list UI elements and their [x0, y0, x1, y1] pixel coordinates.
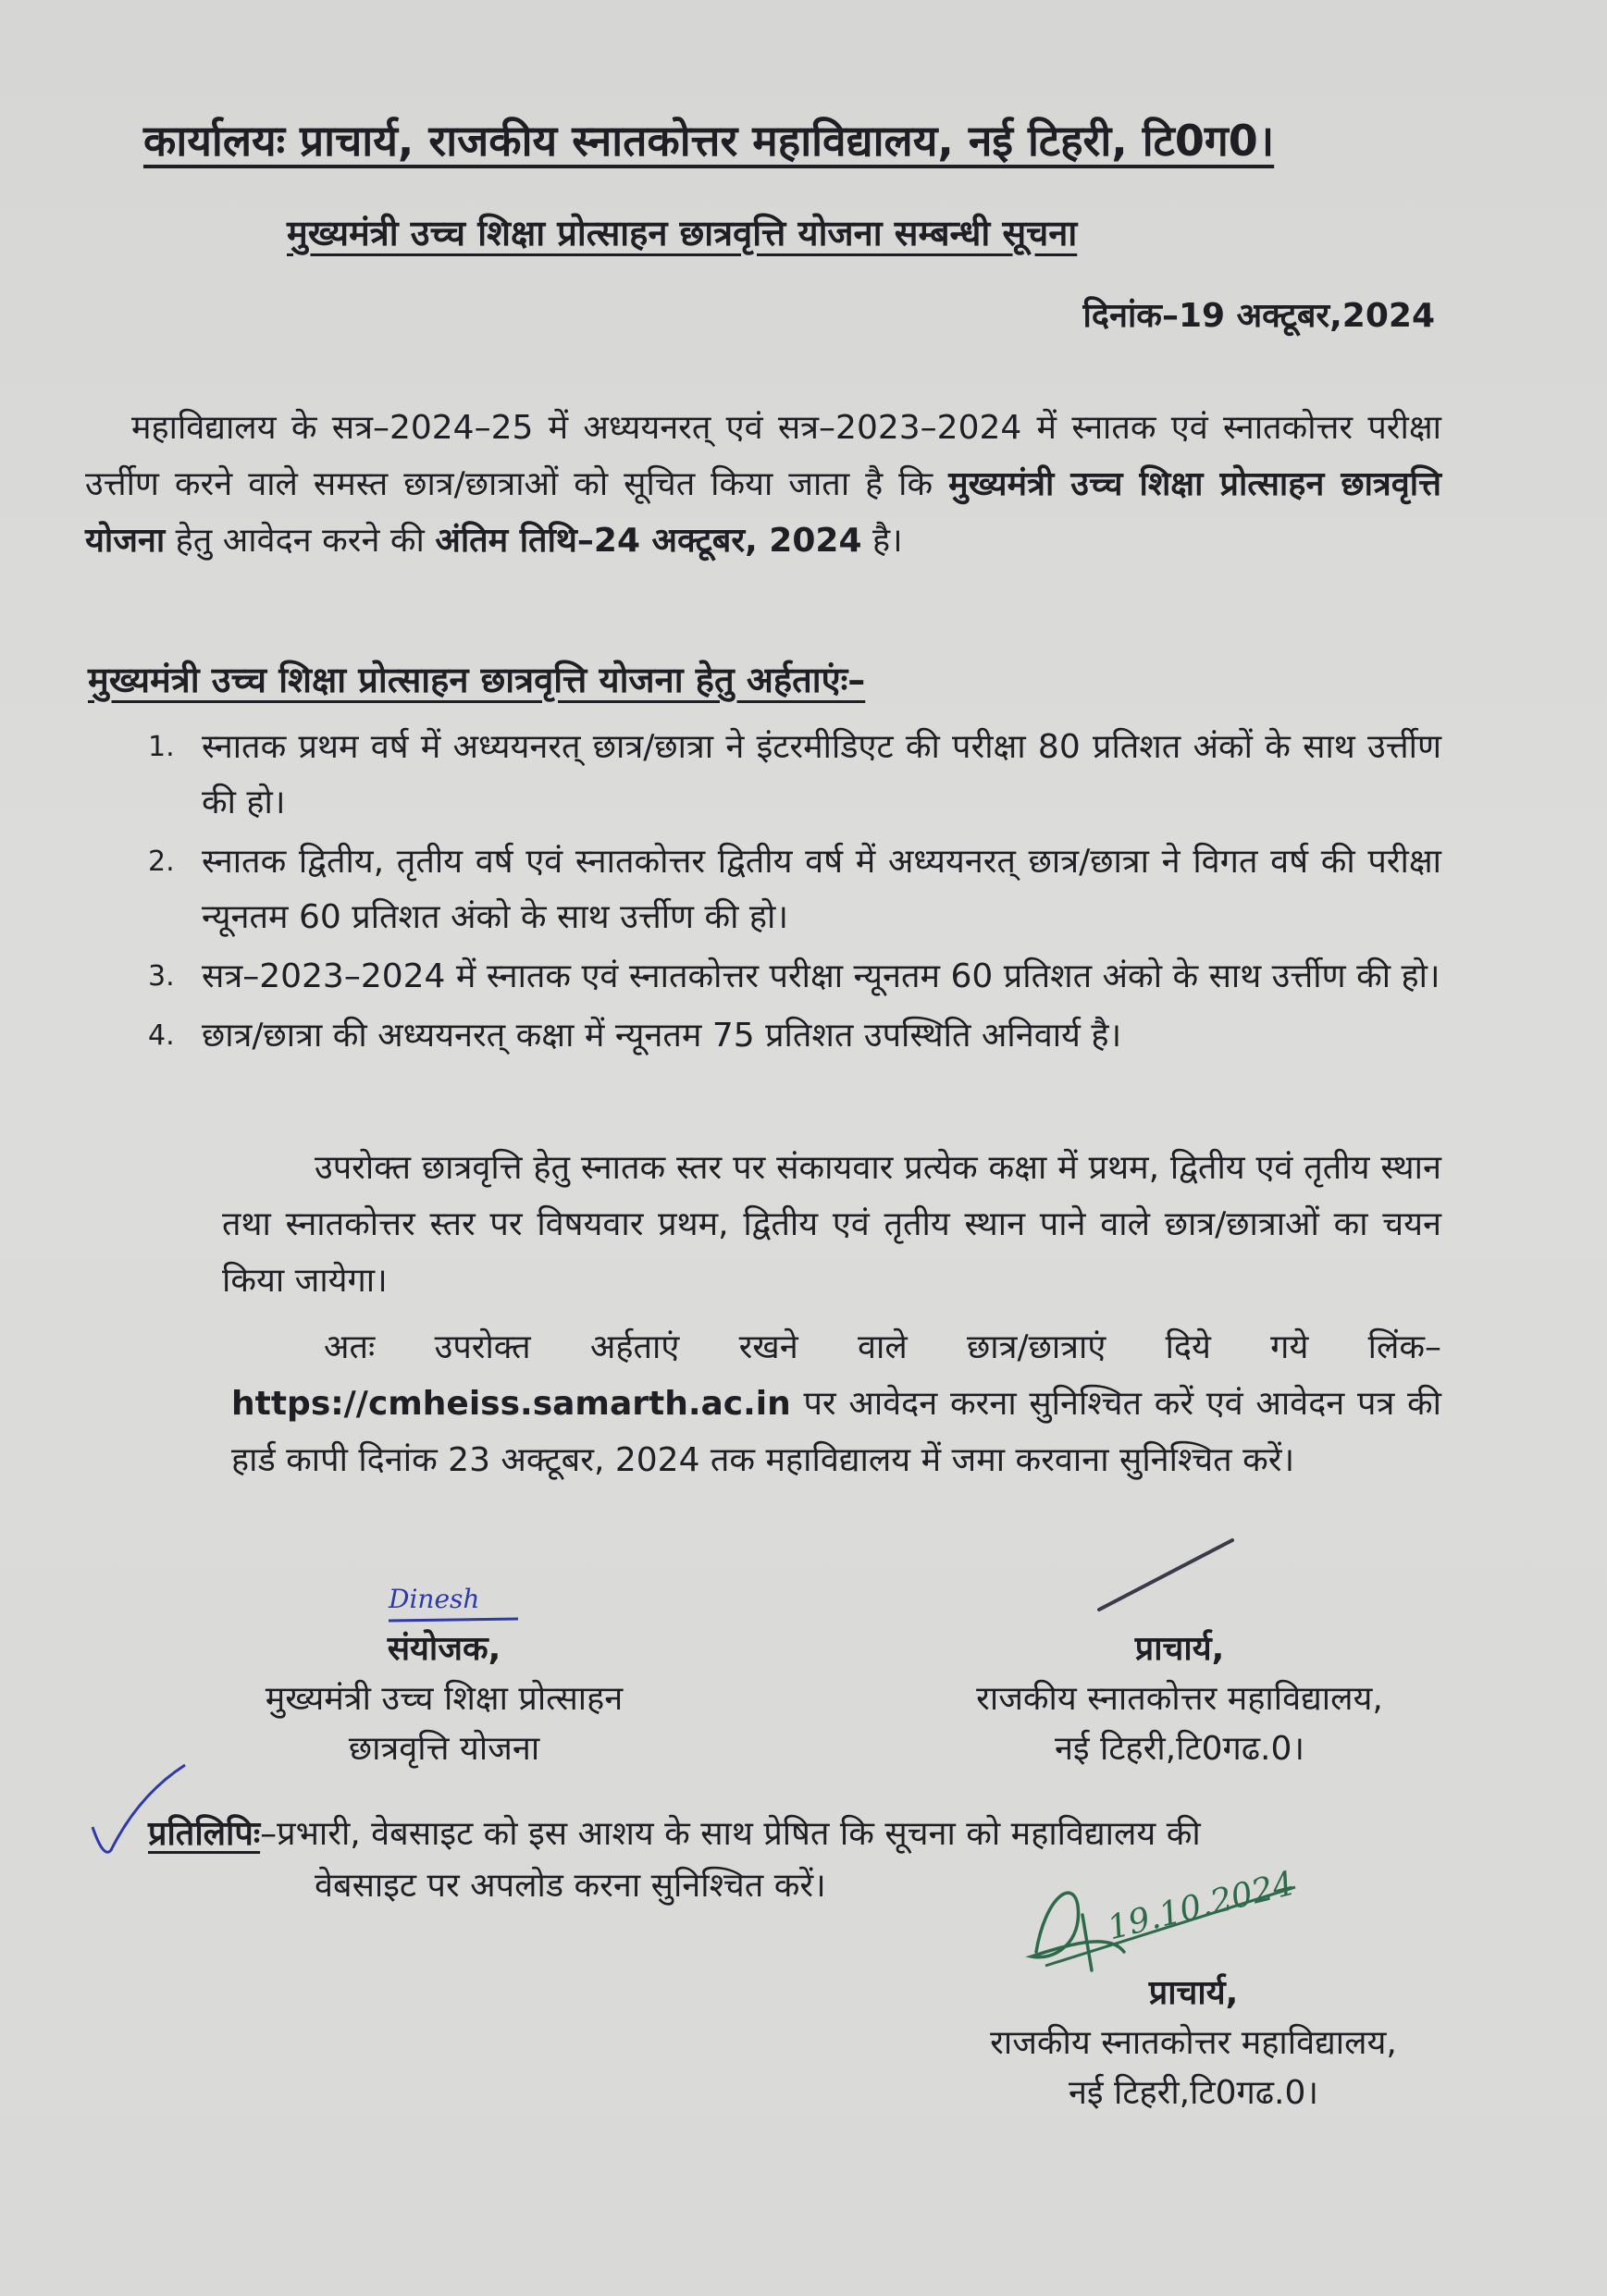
copy-to-text-2: वेबसाइट पर अपलोड करना सुनिश्चित करें। [315, 1867, 826, 1905]
principal-signature-block [916, 1624, 1443, 1774]
principal-signature-stroke [1099, 1540, 1232, 1610]
final-line-1: राजकीय स्नातकोत्तर महाविद्यालय, [990, 2024, 1397, 2062]
item-text: स्नातक द्वितीय, तृतीय वर्ष एवं स्नातकोत्तर द्वितीय वर्ष में अध्ययनरत् छात्र/छात्रा ने विगत वर्ष की परीक्षा न्यूनतम 60 प्रतिशत अंको के साथ उर्त्तीण की हो। [202, 843, 1441, 936]
principal-title: प्राचार्य, [1134, 1630, 1225, 1668]
item-text: सत्र–2023–2024 में स्नातक एवं स्नातकोत्तर परीक्षा न्यूनतम 60 प्रतिशत अंको के साथ उर्त्तीण की हो। [202, 957, 1440, 995]
item-number: 3. [148, 960, 175, 993]
copy-to-text: –प्रभारी, वेबसाइट को इस आशय के साथ प्रेषित कि सूचना को महाविद्यालय की [260, 1815, 1201, 1853]
notice-subject: मुख्यमंत्री उच्च शिक्षा प्रोत्साहन छात्रवृत्ति योजना सम्बन्धी सूचना [287, 213, 1078, 253]
intro-text-2: हेतु आवेदन करने की [165, 522, 436, 560]
final-title: प्राचार्य, [1148, 1974, 1239, 2012]
principal-line-1: राजकीय स्नातकोत्तर महाविद्यालय, [976, 1680, 1383, 1718]
notice-date: दिनांक–19 अक्टूबर,2024 [1082, 297, 1435, 335]
item-number: 4. [148, 1019, 175, 1052]
handwritten-date: 19.10.2024 [1104, 1864, 1299, 1948]
principal-line-2: नई टिहरी,टि0गढ.0। [1054, 1730, 1305, 1768]
item-number: 1. [148, 731, 175, 763]
intro-text-1: महाविद्यालय के सत्र–2024–25 में अध्ययनरत् एवं सत्र–2023–2024 में स्नातक एवं स्नातकोत्तर परीक्षा उर्त्तीण करने वाले समस्त छात्र/छात्राओं को सूचित किया जाता है कि [85, 409, 1441, 503]
item-text: छात्र/छात्रा की अध्ययनरत् कक्षा में न्यूनतम 75 प्रतिशत उपस्थिति अनिवार्य है। [202, 1017, 1122, 1055]
final-line-2: नई टिहरी,टि0गढ.0। [1068, 2074, 1319, 2112]
item-number: 2. [148, 846, 175, 878]
selection-paragraph: उपरोक्त छात्रवृत्ति हेतु स्नातक स्तर पर संकायवार प्रत्येक कक्षा में प्रथम, द्वितीय एवं तृतीय स्थान तथा स्नातकोत्तर स्तर पर विषयवार प्रथम, द्वितीय एवं तृतीय स्थान पाने वाले छात्र/छात्राओं का चयन किया जायेगा। [222, 1149, 1441, 1300]
copy-to-label: प्रतिलिपिः [148, 1815, 261, 1853]
convener-signature-block [222, 1624, 666, 1774]
convener-title: संयोजक, [387, 1630, 501, 1668]
intro-text-3: है। [861, 522, 903, 560]
application-link[interactable]: https://cmheiss.samarth.ac.in [231, 1385, 791, 1423]
convener-signature-stroke [389, 1619, 518, 1621]
apply-text-1: अतः उपरोक्त अर्हताएं रखने वाले छात्र/छात्राएं दिये गये लिंक– [324, 1328, 1441, 1366]
deadline: अंतिम तिथि–24 अक्टूबर, 2024 [435, 522, 862, 560]
item-text: स्नातक प्रथम वर्ष में अध्ययनरत् छात्र/छात्रा ने इंटरमीडिएट की परीक्षा 80 प्रतिशत अंकों के साथ उर्त्तीण की हो। [202, 728, 1441, 821]
convener-line-1: मुख्यमंत्री उच्च शिक्षा प्रोत्साहन [265, 1680, 624, 1718]
office-title: कार्यालयः प्राचार्य, राजकीय स्नातकोत्तर महाविद्यालय, नई टिहरी, टि0ग0। [143, 116, 1275, 166]
convener-line-2: छात्रवृत्ति योजना [348, 1730, 540, 1768]
apply-text-2: पर आवेदन करना सुनिश्चित करें एवं आवेदन पत्र की हार्ड कापी दिनांक 23 अक्टूबर, 2024 तक महाविद्यालय में जमा करवाना सुनिश्चित करें। [231, 1385, 1441, 1479]
convener-handwriting: Dinesh [389, 1584, 480, 1614]
final-signature-block [925, 1969, 1462, 2118]
copy-to-section [148, 1808, 1201, 1912]
eligibility-heading: मुख्यमंत्री उच्च शिक्षा प्रोत्साहन छात्रवृत्ति योजना हेतु अर्हताएंः– [88, 660, 866, 700]
scheme-name: मुख्यमंत्री उच्च शिक्षा प्रोत्साहन छात्रवृत्ति योजना [85, 465, 1442, 560]
